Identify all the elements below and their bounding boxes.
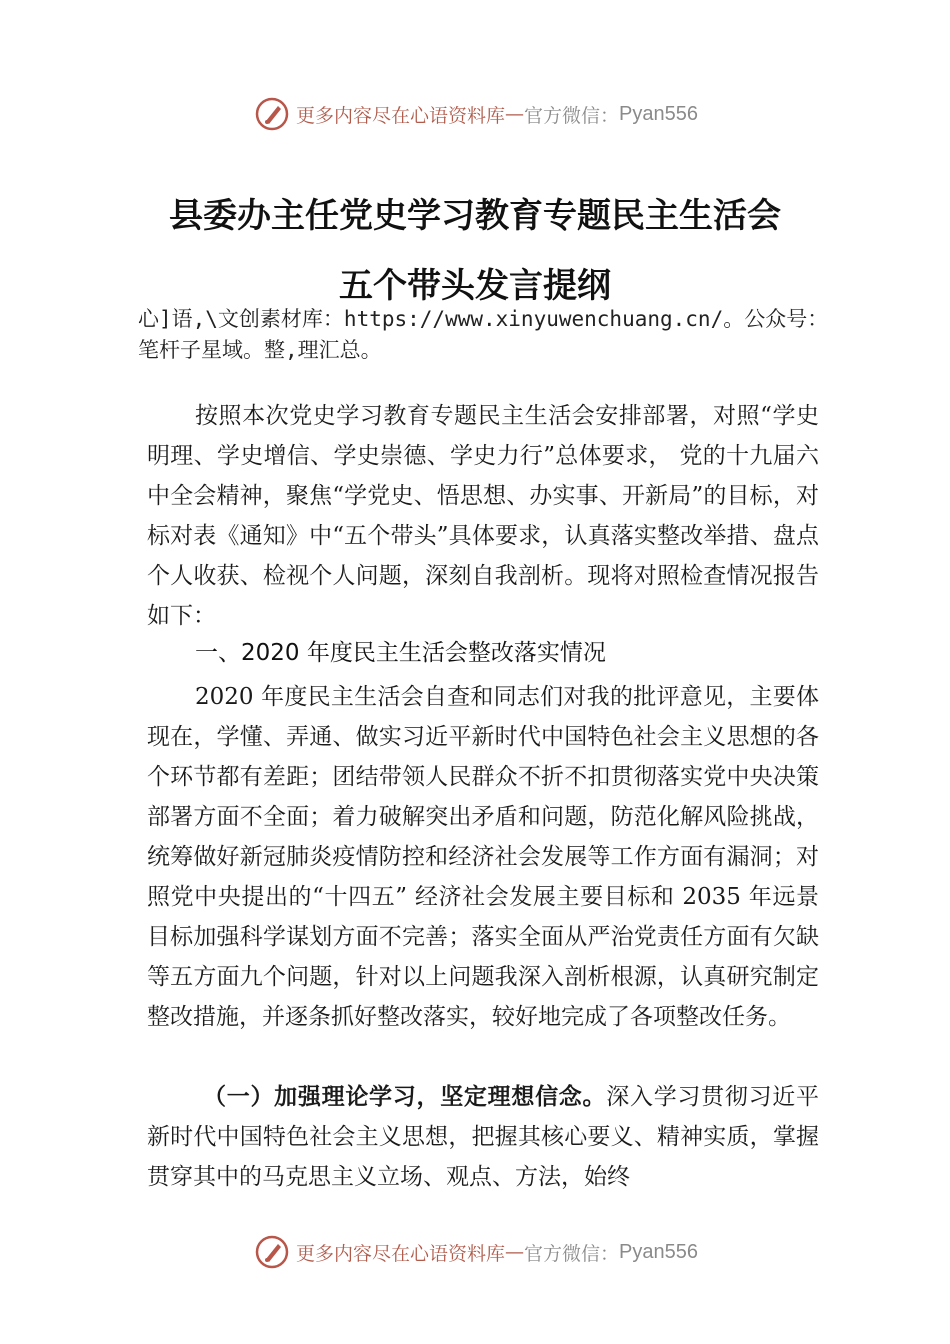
wechat-id: Pyan556 bbox=[619, 1240, 698, 1263]
intro-paragraph: 按照本次党史学习教育专题民主生活会安排部署，对照“学史明理、学史增信、学史崇德、学史力行”总体要求， 党的十九届六中全会精神，聚焦“学党史、悟思想、办实事、开新局”的目标，对标对表《通知》中“五个带头”具体要求，认真落实整改举措、盘点个人收获、检视个人问题，深刻自我剖析。现将对照检查情况报告如下： bbox=[147, 403, 819, 629]
banner-text: 更多内容尽在心语资料库 bbox=[296, 1242, 506, 1265]
header-banner bbox=[0, 92, 950, 136]
footer-banner bbox=[0, 1230, 950, 1274]
banner-dash: — bbox=[505, 1241, 525, 1263]
wechat-id: Pyan556 bbox=[619, 102, 698, 125]
section-heading: 一、2020 年度民主生活会整改落实情况 bbox=[195, 640, 606, 666]
source-note: 心]语,\文创素材库：https://www.xinyuwenchuang.cn/。公众号：笔杆子星域。整,理汇总。 bbox=[138, 307, 829, 362]
subsection-lead: （一）加强理论学习，坚定理想信念。 bbox=[203, 1083, 607, 1110]
pen-nib-circle-icon bbox=[252, 1232, 292, 1272]
subsection-paragraph bbox=[147, 1077, 819, 1197]
wechat-label: 官方微信： bbox=[524, 1242, 620, 1265]
section-paragraph: 2020 年度民主生活会自查和同志们对我的批评意见，主要体现在，学懂、弄通、做实习近平新时代中国特色社会主义思想的各个环节都有差距；团结带领人民群众不折不扣贯彻落实党中央决策部署方面不全面；着力破解突出矛盾和问题，防范化解风险挑战，统筹做好新冠肺炎疫情防控和经济社会发展等工作方面有漏洞；对照党中央提出的“十四五” 经济社会发展主要目标和 2035 年远景目标加强科学谋划方面不完善；落实全面从严治党责任方面有欠缺等五方面九个问题，针对以上问题我深入剖析根源，认真研究制定整改措施，并逐条抓好整改落实，较好地完成了各项整改任务。 bbox=[147, 684, 819, 1030]
page-title: 县委办主任党史学习教育专题民主生活会 bbox=[169, 196, 781, 236]
pen-nib-circle-icon bbox=[252, 94, 292, 134]
banner-dash: — bbox=[505, 103, 525, 125]
banner-text: 更多内容尽在心语资料库 bbox=[296, 104, 506, 127]
page-subtitle: 五个带头发言提纲 bbox=[339, 266, 611, 306]
wechat-label: 官方微信： bbox=[524, 104, 620, 127]
subsection-text: 深入学习贯彻习近平新时代中国特色社会主义思想，把握其核心要义、精神实质，掌握贯穿其中的马克思主义立场、观点、方法，始终 bbox=[147, 1084, 820, 1190]
